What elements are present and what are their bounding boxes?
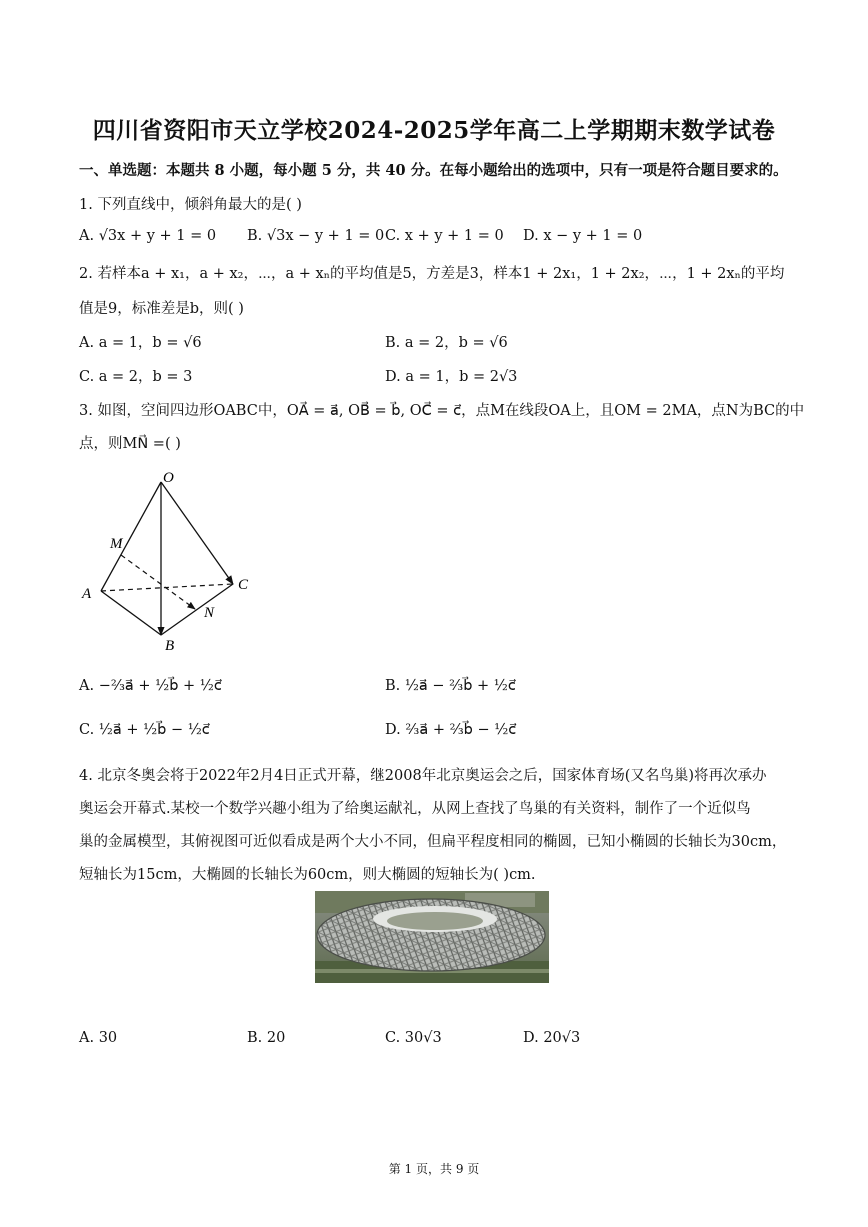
q4-stem-line4: 短轴长为15cm，大椭圆的长轴长为60cm，则大椭圆的短轴长为( )cm. [79,867,536,883]
birds-nest-stadium-photo [315,891,549,983]
label-m: M [110,536,123,552]
q4-option-c: C. 30√3 [385,1030,442,1046]
q2-stem-line2: 值是9，标准差是b，则( ) [79,301,244,317]
q3-option-d: D. ²⁄₃a⃗ + ²⁄₃b⃗ − ½c⃗ [385,722,517,738]
q4-stem-line3: 巢的金属模型，其俯视图可近似看成是两个大小不同，但扁平程度相同的椭圆，已知小椭圆的长轴长为30cm， [79,834,787,850]
q3-stem-line2: 点，则MN⃗ =( ) [79,436,181,452]
vector-mn [121,555,195,609]
q1-option-b: B. √3x − y + 1 = 0 [247,228,385,244]
q2-option-a: A. a = 1，b = √6 [79,335,202,351]
q1-option-a: A. √3x + y + 1 = 0 [79,228,217,244]
q2-option-d: D. a = 1，b = 2√3 [385,369,518,385]
section-heading: 一、单选题：本题共 8 小题，每小题 5 分，共 40 分。在每小题给出的选项中，只有一项是符合题目要求的。 [79,162,788,179]
tetrahedron-figure [78,466,268,656]
q2-option-b: B. a = 2，b = √6 [385,335,508,351]
q1-stem: 1. 下列直线中，倾斜角最大的是( ) [79,197,302,213]
q1-option-c: C. x + y + 1 = 0 [385,228,504,244]
label-o: O [163,470,174,486]
q1-option-d: D. x − y + 1 = 0 [523,228,643,244]
q4-option-b: B. 20 [247,1030,286,1046]
q4-option-d: D. 20√3 [523,1030,581,1046]
label-n: N [204,605,215,621]
q2-option-c: C. a = 2，b = 3 [79,369,193,385]
page-footer: 第 1 页，共 9 页 [388,1162,480,1176]
q4-option-a: A. 30 [79,1030,118,1046]
label-a: A [82,586,92,602]
q4-stem-line2: 奥运会开幕式.某校一个数学兴趣小组为了给奥运献礼，从网上查找了鸟巢的有关资料，制作了一个近似鸟 [79,801,751,817]
q3-option-c: C. ½a⃗ + ½b⃗ − ½c⃗ [79,722,210,738]
q2-stem-line1: 2. 若样本a + x₁，a + x₂，⋯，a + xₙ的平均值是5，方差是3，样本1 + 2x₁，1 + 2x₂，⋯，1 + 2xₙ的平均 [79,266,785,282]
q3-stem-line1: 3. 如图，空间四边形OABC中，OA⃗ = a⃗, OB⃗ = b⃗, OC⃗ = c⃗，点M在线段OA上，且OM = 2MA，点N为BC的中 [79,403,805,419]
edge-oc [161,482,233,584]
edge-bc [161,584,233,635]
q4-stem-line1: 4. 北京冬奥会将于2022年2月4日正式开幕，继2008年北京奥运会之后，国家体育场(又名鸟巢)将再次承办 [79,768,767,784]
q3-option-a: A. −²⁄₃a⃗ + ½b⃗ + ½c⃗ [79,678,222,694]
page-title: 四川省资阳市天立学校2024-2025学年高二上学期期末数学试卷 [92,117,776,144]
edge-ac [101,584,233,591]
label-c: C [238,577,249,593]
label-b: B [165,638,175,654]
q3-option-b: B. ½a⃗ − ²⁄₃b⃗ + ½c⃗ [385,678,516,694]
edge-ab [101,591,161,635]
